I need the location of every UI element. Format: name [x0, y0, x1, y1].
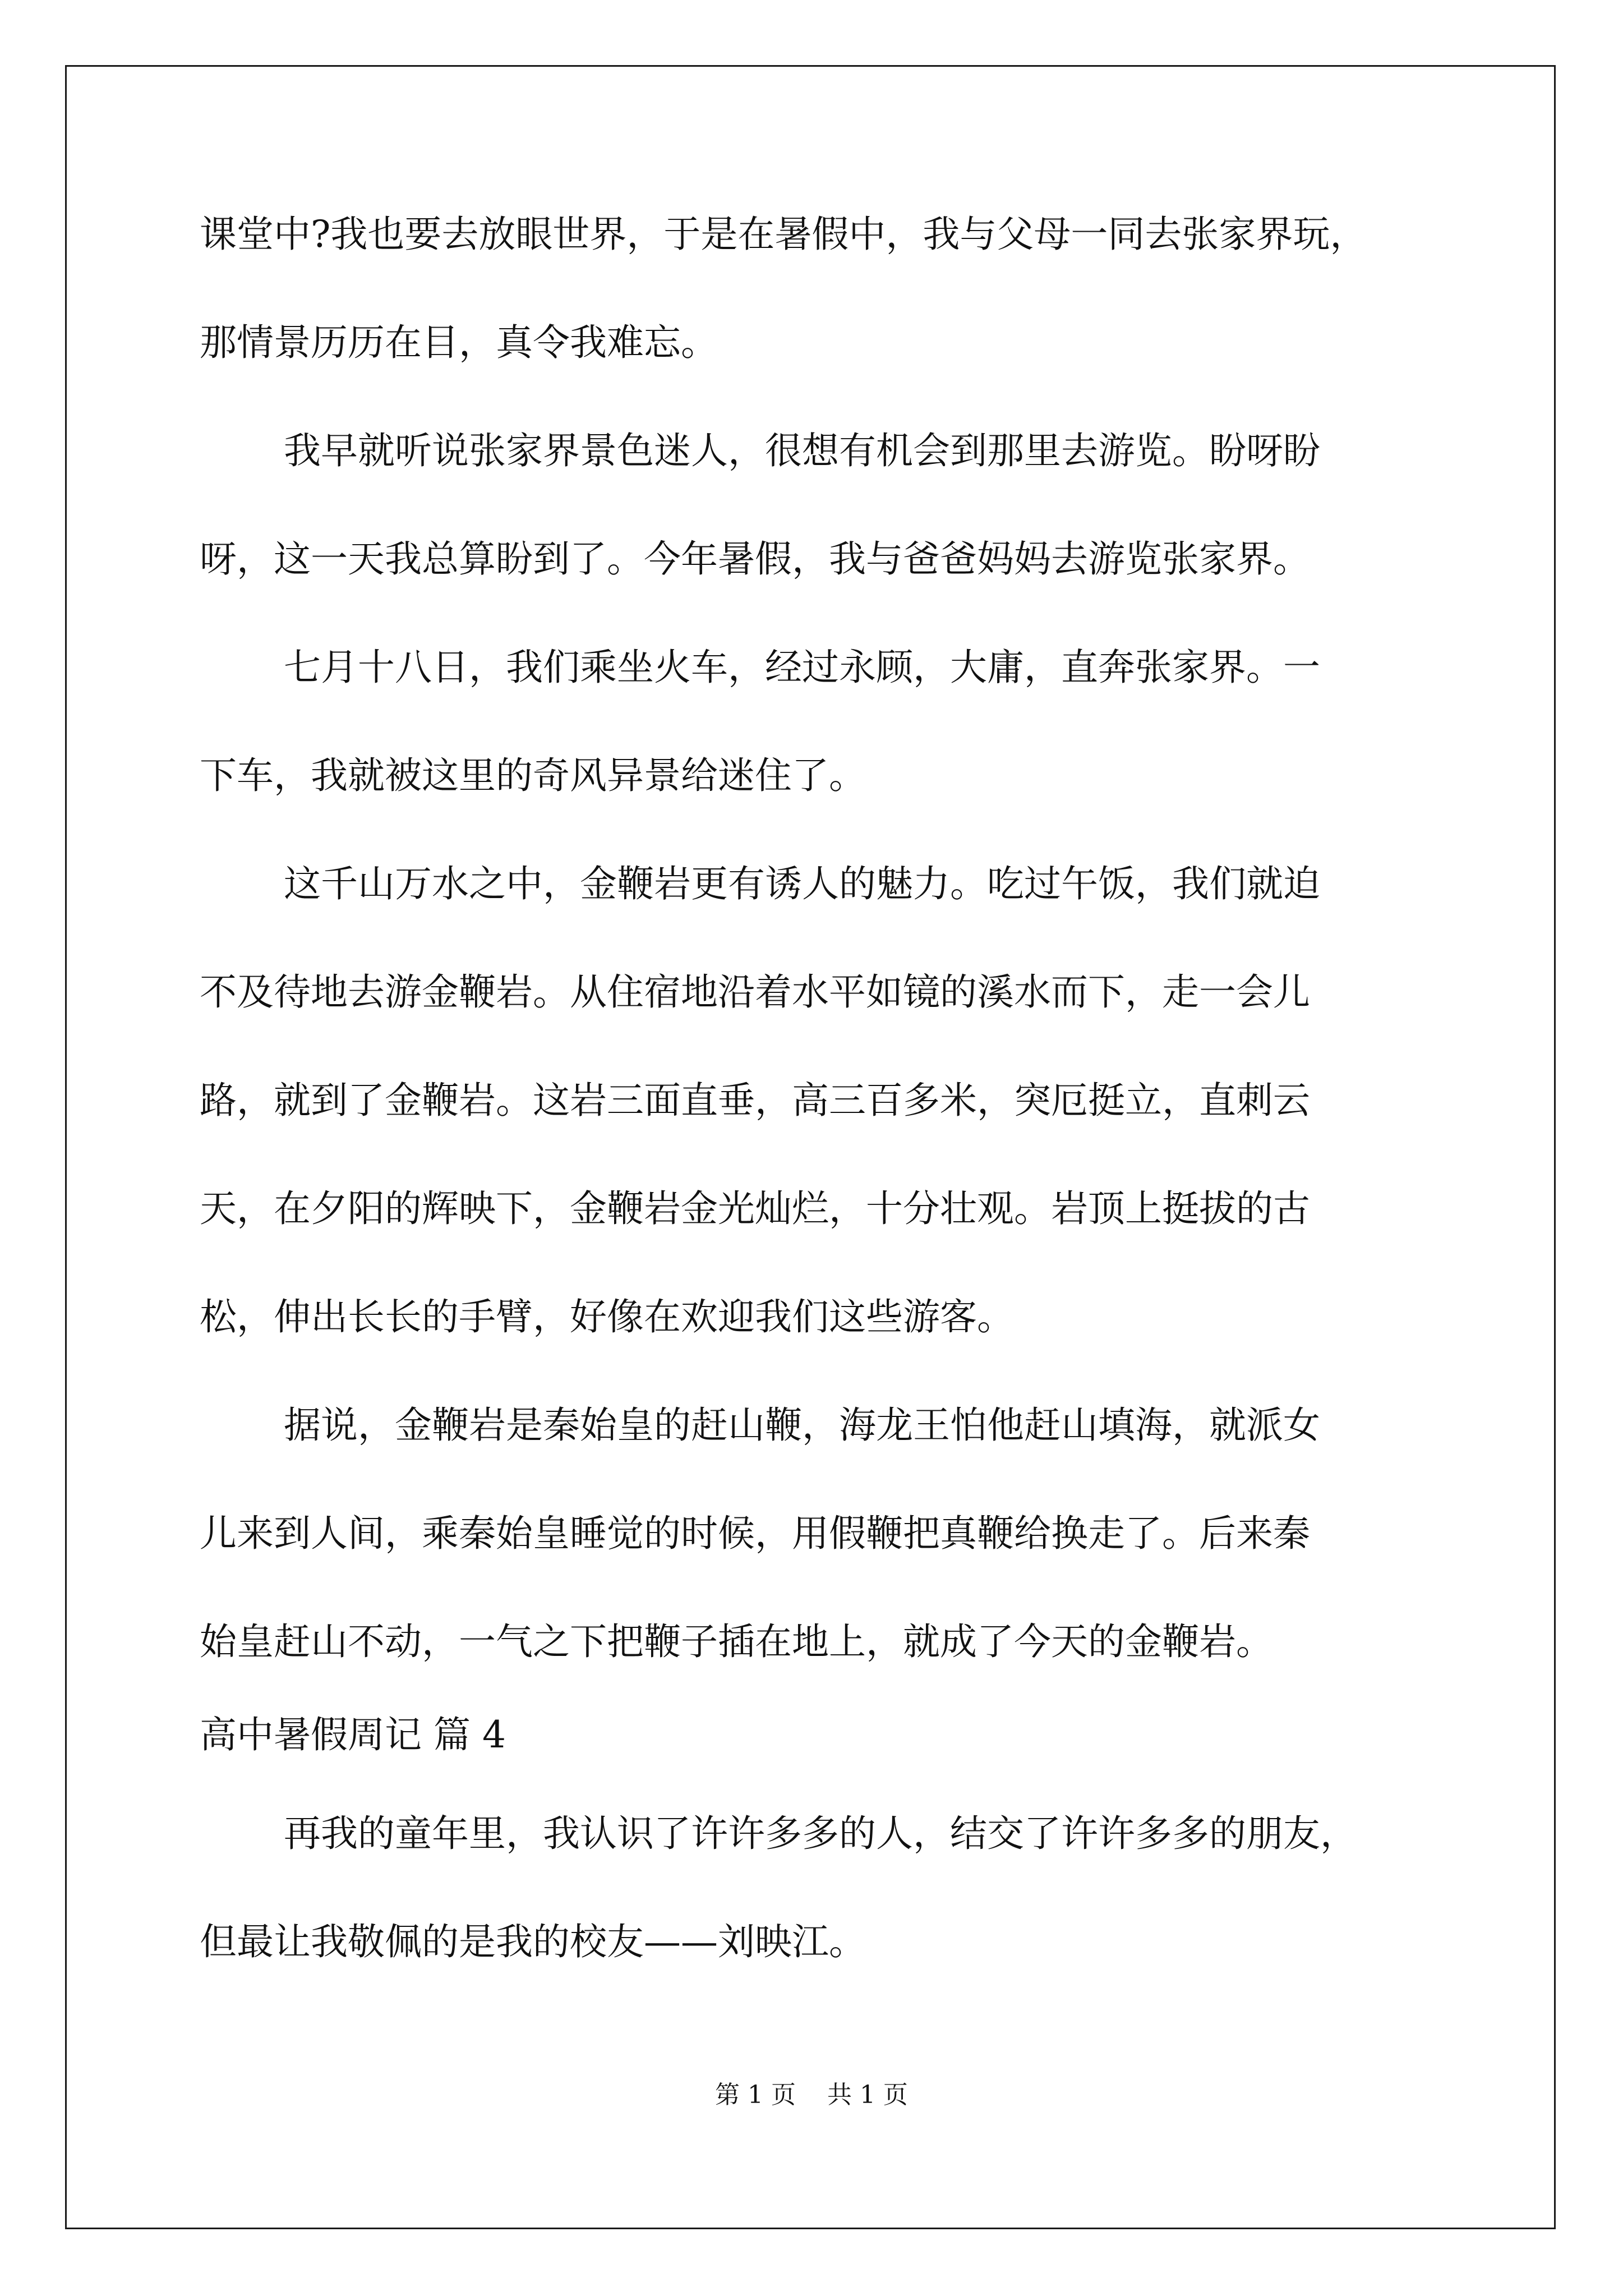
- text-line-5: 七月十八日，我们乘坐火车，经过永顾，大庸，直奔张家界。一: [284, 646, 1320, 689]
- section-heading: 高中暑假周记 篇 4: [200, 1713, 506, 1756]
- text-line-2: 那情景历历在目，真令我难忘。: [200, 321, 718, 364]
- text-line-1: 课堂中?我也要去放眼世界，于是在暑假中，我与父母一同去张家界玩，: [200, 213, 1367, 256]
- text-line-11: 松，伸出长长的手臂，好像在欢迎我们这些游客。: [200, 1295, 1014, 1338]
- text-line-13: 儿来到人间，乘秦始皇睡觉的时候，用假鞭把真鞭给换走了。后来秦: [200, 1512, 1310, 1555]
- text-line-14: 始皇赶山不动，一气之下把鞭子插在地上，就成了今天的金鞭岩。: [200, 1620, 1273, 1663]
- text-line-8: 不及待地去游金鞭岩。从住宿地沿着水平如镜的溪水而下，走一会儿: [200, 970, 1310, 1014]
- page-footer: 第 1 页 共 1 页: [715, 2081, 908, 2109]
- document-body: [200, 213, 1467, 1963]
- text-line-12: 据说，金鞭岩是秦始皇的赶山鞭，海龙王怕他赶山填海，就派女: [284, 1404, 1320, 1447]
- text-line-9: 路，就到了金鞭岩。这岩三面直垂，高三百多米，突厄挺立，直刺云: [200, 1079, 1310, 1122]
- text-line-16: 但最让我敬佩的是我的校友——刘映江。: [200, 1920, 866, 1963]
- text-line-7: 这千山万水之中，金鞭岩更有诱人的魅力。吃过午饭，我们就迫: [284, 862, 1320, 905]
- text-line-15: 再我的童年里，我认识了许许多多的人，结交了许许多多的朋友，: [284, 1812, 1357, 1855]
- text-line-6: 下车，我就被这里的奇风异景给迷住了。: [200, 754, 866, 797]
- text-line-10: 天，在夕阳的辉映下，金鞭岩金光灿烂，十分壮观。岩顶上挺拔的古: [200, 1187, 1310, 1230]
- text-line-4: 呀，这一天我总算盼到了。今年暑假，我与爸爸妈妈去游览张家界。: [200, 537, 1310, 581]
- text-line-3: 我早就听说张家界景色迷人，很想有机会到那里去游览。盼呀盼: [284, 429, 1320, 472]
